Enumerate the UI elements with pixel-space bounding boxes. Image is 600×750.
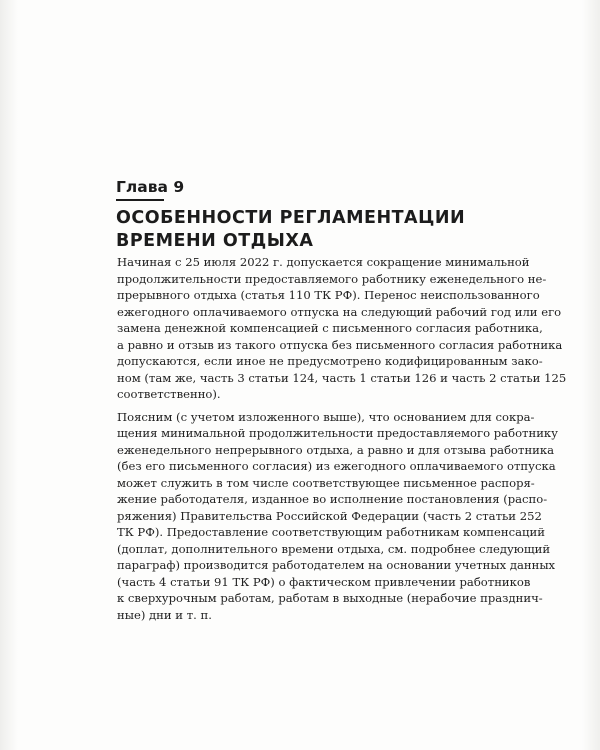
chapter-body — [96, 254, 567, 623]
text-line: Начиная с 25 июля 2022 г. допускается сокращение минимальной — [117, 255, 530, 269]
text-line: может служить в том числе соответствующее письменное распоря- — [117, 475, 535, 490]
text-line: еженедельного непрерывного отдыха, а равно и для отзыва работника — [117, 442, 555, 457]
text-line: жение работодателя, изданное во исполнение постановления (распо- — [117, 492, 548, 506]
text-line: к сверхурочным работам, работам в выходные (нерабочие празднич- — [117, 591, 543, 605]
text-line: прерывного отдыха (статья 110 ТК РФ). Перенос неиспользованного — [117, 288, 540, 302]
text-line: замена денежной компенсацией с письменного согласия работника, — [117, 321, 543, 335]
chapter-title — [116, 207, 496, 253]
text-line: (без его письменного согласия) из ежегодного оплачиваемого отпуска — [117, 459, 556, 473]
text-line: соответственно). — [117, 387, 221, 401]
text-line: (доплат, дополнительного времени отдыха, см. подробнее следующий — [117, 541, 551, 556]
text-line: ряжения) Правительства Российской Федерации (часть 2 статьи 252 — [117, 508, 542, 523]
text-line: Поясним (с учетом изложенного выше), что основанием для сокра- — [117, 409, 535, 424]
page-edge-right — [582, 0, 600, 750]
paragraph-1 — [96, 254, 567, 403]
text-line: (часть 4 статьи 91 ТК РФ) о фактическом привлечении работников — [117, 574, 531, 589]
text-line: ном (там же, часть 3 статьи 124, часть 1 статьи 126 и часть 2 статьи 125 — [117, 370, 567, 385]
text-line: продолжительности предоставляемого работнику еженедельного не- — [117, 271, 547, 286]
chapter-header — [116, 178, 496, 253]
page-edge-left — [0, 0, 18, 750]
text-line: ТК РФ). Предоставление соответствующим работникам компенсаций — [117, 525, 545, 539]
text-line: допускаются, если иное не предусмотрено кодифицированным зако- — [117, 354, 543, 368]
text-line: щения минимальной продолжительности предоставляемого работнику — [117, 426, 558, 440]
text-line: ные) дни и т. п. — [117, 607, 212, 622]
text-line: параграф) производится работодателем на основании учетных данных — [117, 558, 556, 572]
text-line: а равно и отзыв из такого отпуска без письменного согласия работника — [117, 337, 563, 352]
text-line: ежегодного оплачиваемого отпуска на следующий рабочий год или его — [117, 304, 562, 319]
chapter-label: Глава 9 — [116, 178, 164, 201]
paragraph-2 — [96, 409, 558, 624]
chapter-title-line-1: ОСОБЕННОСТИ РЕГЛАМЕНТАЦИИ — [116, 208, 466, 228]
chapter-title-line-2: ВРЕМЕНИ ОТДЫХА — [116, 231, 314, 251]
